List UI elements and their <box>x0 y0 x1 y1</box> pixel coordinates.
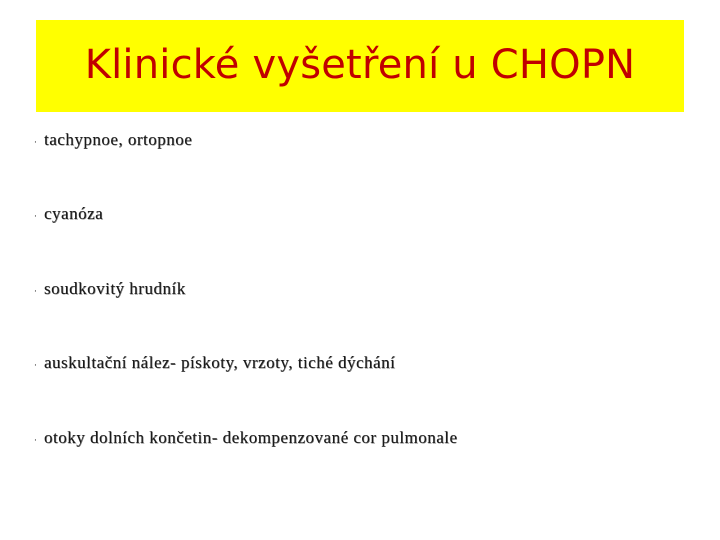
bullet-text: tachypnoe, ortopnoe <box>44 130 193 149</box>
bullet-text: cyanóza <box>44 204 104 223</box>
bullet-dot-icon: · <box>34 287 37 297</box>
bullet-item <box>34 130 192 150</box>
bullet-item <box>34 428 458 448</box>
bullet-item <box>34 204 103 224</box>
bullet-text: auskultační nález- pískoty, vrzoty, tiché dýchání <box>44 353 396 372</box>
bullet-dot-icon: · <box>34 361 37 371</box>
bullet-text: soudkovitý hrudník <box>44 279 186 298</box>
bullet-dot-icon: · <box>34 436 37 446</box>
bullet-text: otoky dolních končetin- dekompenzované cor pulmonale <box>44 428 458 447</box>
bullet-item <box>34 279 186 299</box>
bullet-list <box>34 0 694 540</box>
bullet-item <box>34 353 395 373</box>
bullet-dot-icon: · <box>34 212 37 222</box>
bullet-dot-icon: · <box>34 138 37 148</box>
slide-title: Klinické vyšetření u CHOPN <box>84 42 636 88</box>
